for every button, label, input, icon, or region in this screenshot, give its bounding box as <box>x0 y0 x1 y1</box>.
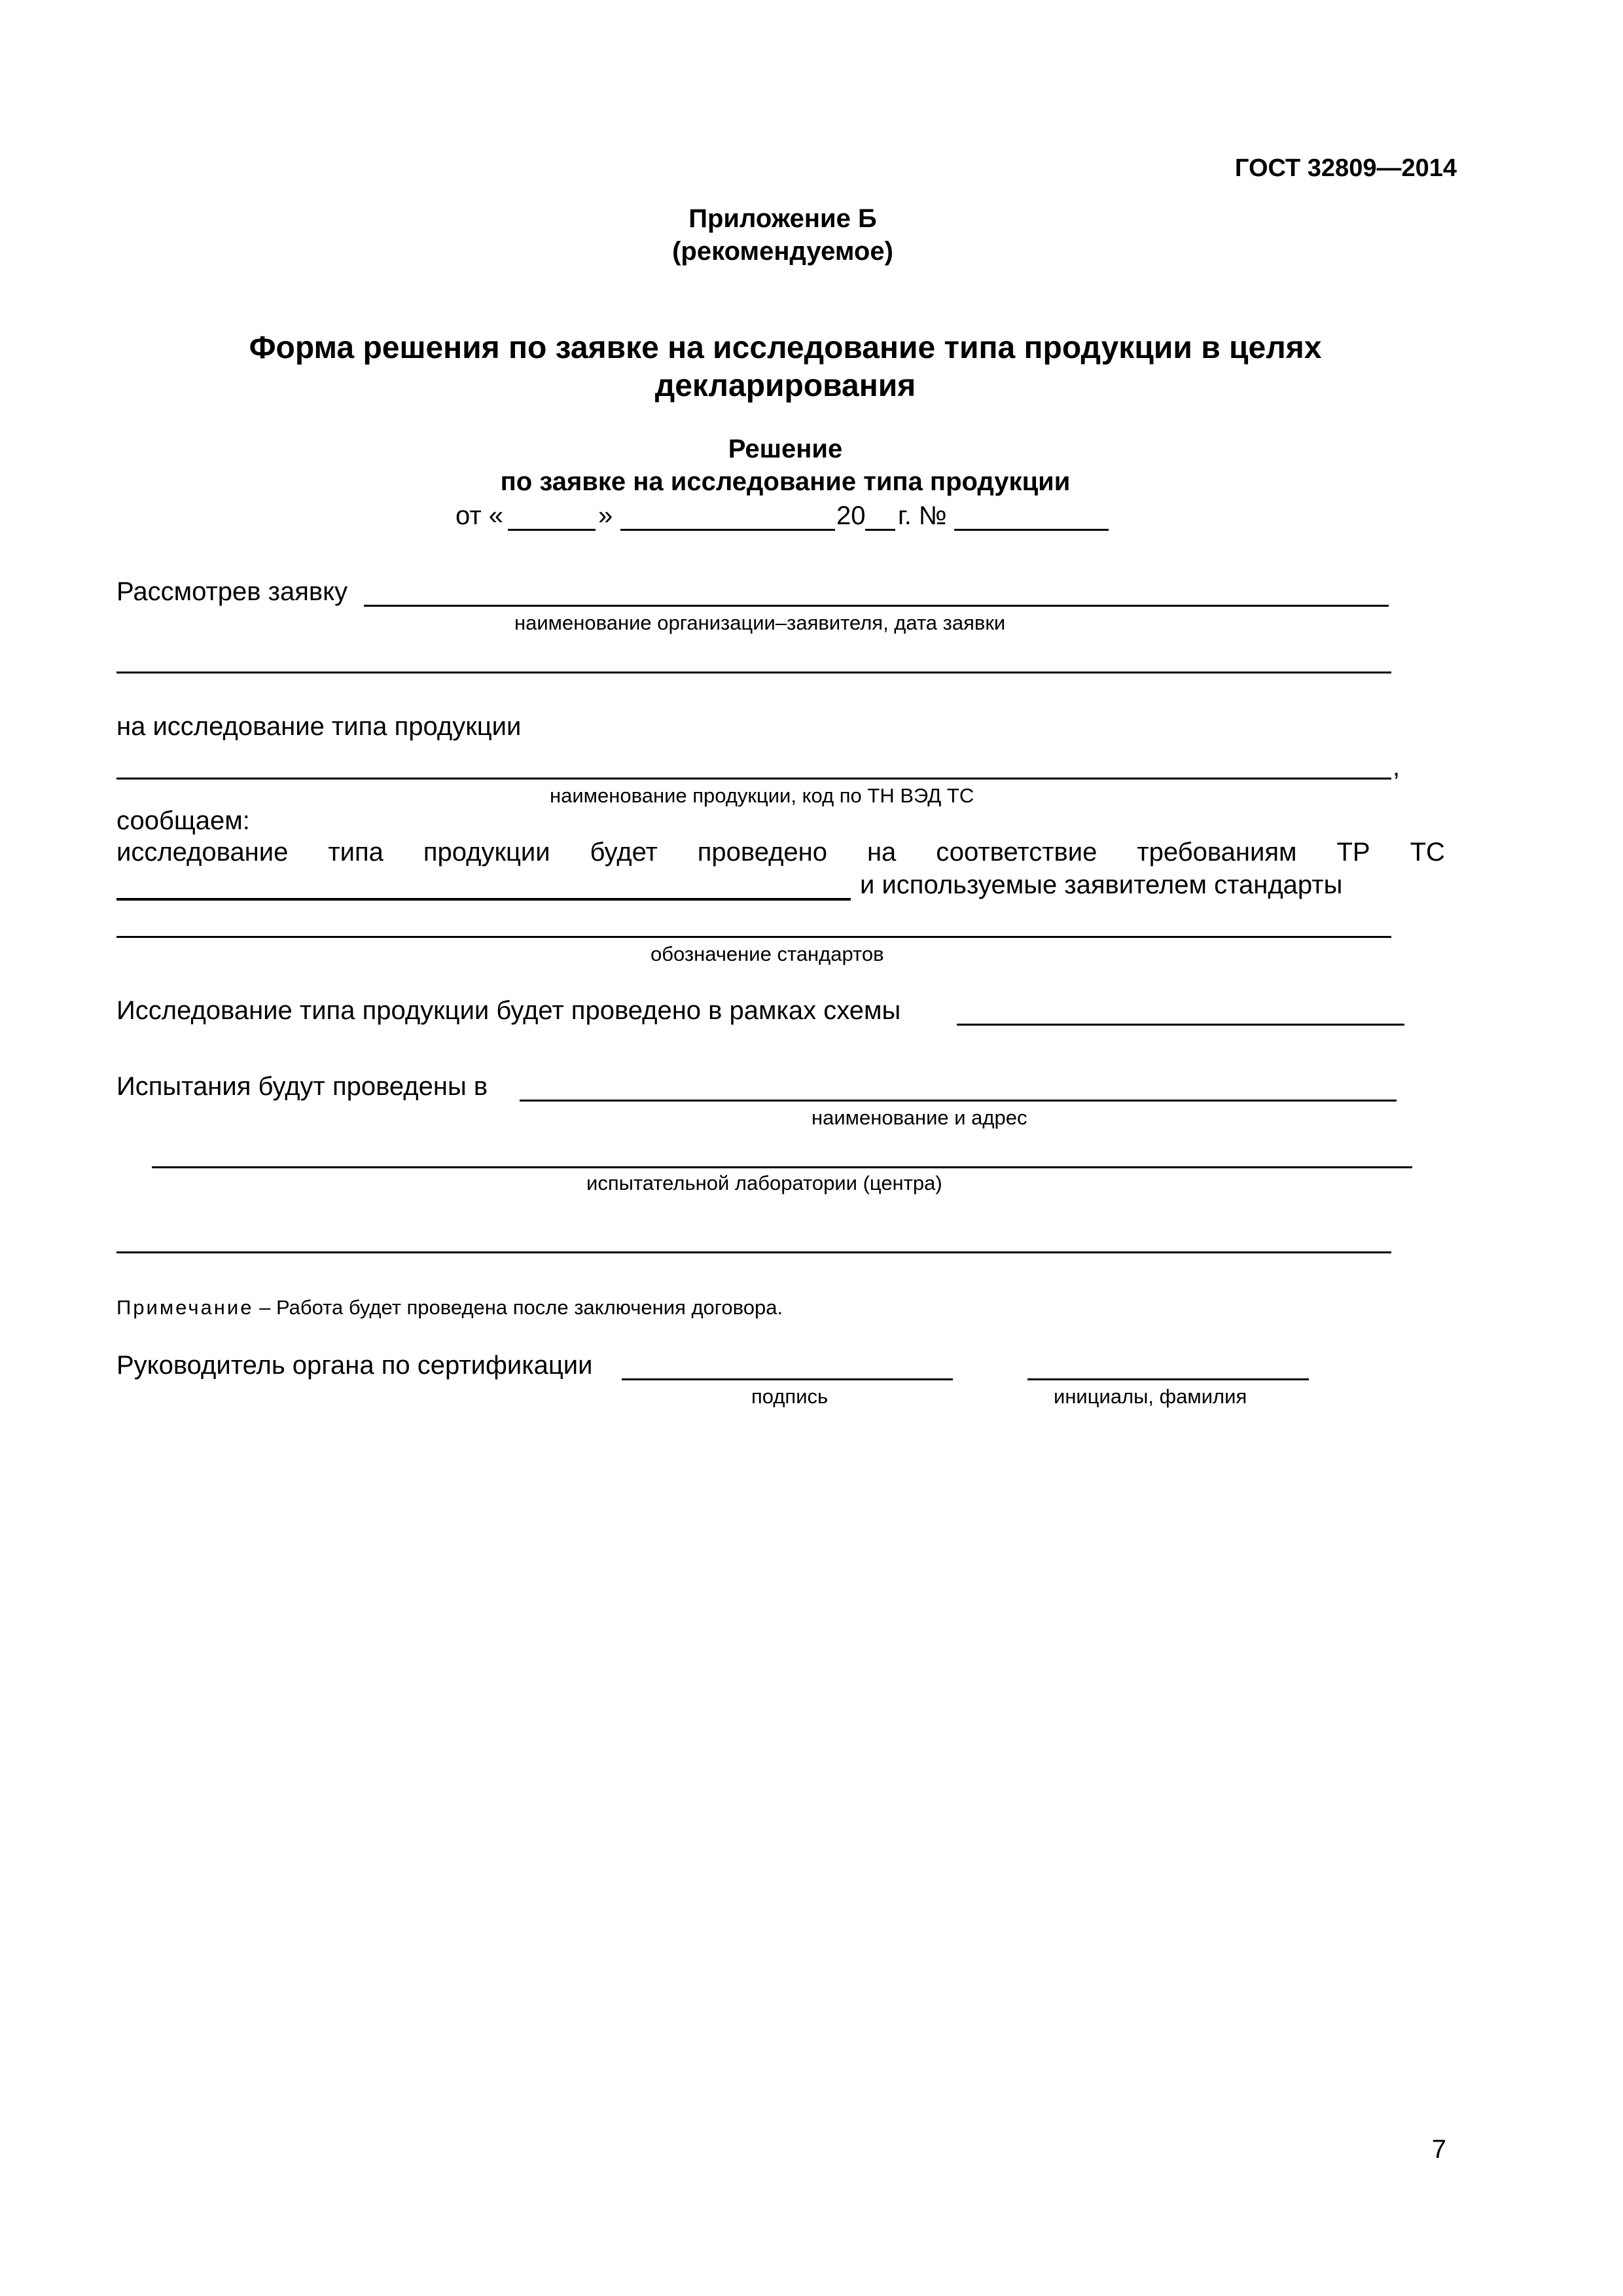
req-word: будет <box>590 838 658 867</box>
applicant-field[interactable] <box>364 605 1389 607</box>
note <box>116 1296 783 1319</box>
req-word: на <box>866 838 897 867</box>
applicant-field-continued[interactable] <box>116 672 1391 673</box>
inform-label: сообщаем: <box>116 806 250 835</box>
considered-label: Рассмотрев заявку <box>116 577 348 606</box>
technical-regulation-field[interactable] <box>116 898 851 901</box>
signature-caption: подпись <box>751 1385 829 1408</box>
standards-text: и используемые заявителем стандарты <box>860 870 1343 899</box>
decision-title: Решение <box>728 435 843 463</box>
req-word: требованиям <box>1137 838 1297 867</box>
product-field[interactable] <box>116 778 1391 780</box>
signature-label: Руководитель органа по сертификации <box>116 1351 593 1380</box>
annex-title: Приложение Б <box>688 204 877 233</box>
form-title-line2: декларирования <box>654 368 916 403</box>
note-text: Работа будет проведена после заключения договора. <box>276 1296 783 1319</box>
requirements-line <box>116 838 1445 867</box>
date-mid: » <box>598 501 613 530</box>
name-field[interactable] <box>1027 1378 1309 1380</box>
product-comma: , <box>1393 753 1400 781</box>
study-label: на исследование типа продукции <box>116 712 522 741</box>
req-word: проведено <box>697 838 828 867</box>
decision-subtitle: по заявке на исследование типа продукции <box>500 467 1071 496</box>
laboratory-caption-1: наименование и адрес <box>812 1106 1027 1129</box>
standards-caption: обозначение стандартов <box>651 942 884 965</box>
req-word: исследование <box>116 838 289 867</box>
note-label: Примечание <box>116 1296 254 1319</box>
number-blank[interactable] <box>954 529 1109 531</box>
tests-label: Испытания будут проведены в <box>116 1072 488 1101</box>
page-number: 7 <box>1431 2135 1446 2164</box>
name-caption: инициалы, фамилия <box>1054 1385 1247 1408</box>
product-caption: наименование продукции, код по ТН ВЭД ТС <box>550 784 974 807</box>
month-blank[interactable] <box>620 529 835 531</box>
date-prefix: от « <box>455 501 504 530</box>
req-word: ТР <box>1336 838 1370 867</box>
req-word: соответствие <box>936 838 1097 867</box>
signature-field[interactable] <box>622 1378 953 1380</box>
form-title-line1: Форма решения по заявке на исследование типа продукции в целях <box>249 331 1322 365</box>
laboratory-field[interactable] <box>520 1100 1397 1102</box>
laboratory-field-extra[interactable] <box>116 1251 1391 1253</box>
year-blank[interactable] <box>865 529 895 531</box>
laboratory-caption-2: испытательной лаборатории (центра) <box>586 1172 942 1194</box>
annex-status: (рекомендуемое) <box>672 237 893 266</box>
applicant-caption: наименование организации–заявителя, дата заявки <box>514 611 1006 634</box>
day-blank[interactable] <box>508 529 596 531</box>
number-prefix: г. № <box>898 501 947 530</box>
req-word: ТС <box>1410 838 1445 867</box>
laboratory-field-continued[interactable] <box>152 1166 1412 1168</box>
standard-number: ГОСТ 32809—2014 <box>1234 154 1457 182</box>
note-dash: – <box>259 1296 271 1319</box>
scheme-field[interactable] <box>957 1024 1404 1026</box>
scheme-label: Исследование типа продукции будет проведено в рамках схемы <box>116 996 901 1025</box>
standards-field[interactable] <box>116 936 1391 938</box>
year-prefix: 20 <box>836 501 866 530</box>
req-word: продукции <box>423 838 550 867</box>
req-word: типа <box>328 838 383 867</box>
